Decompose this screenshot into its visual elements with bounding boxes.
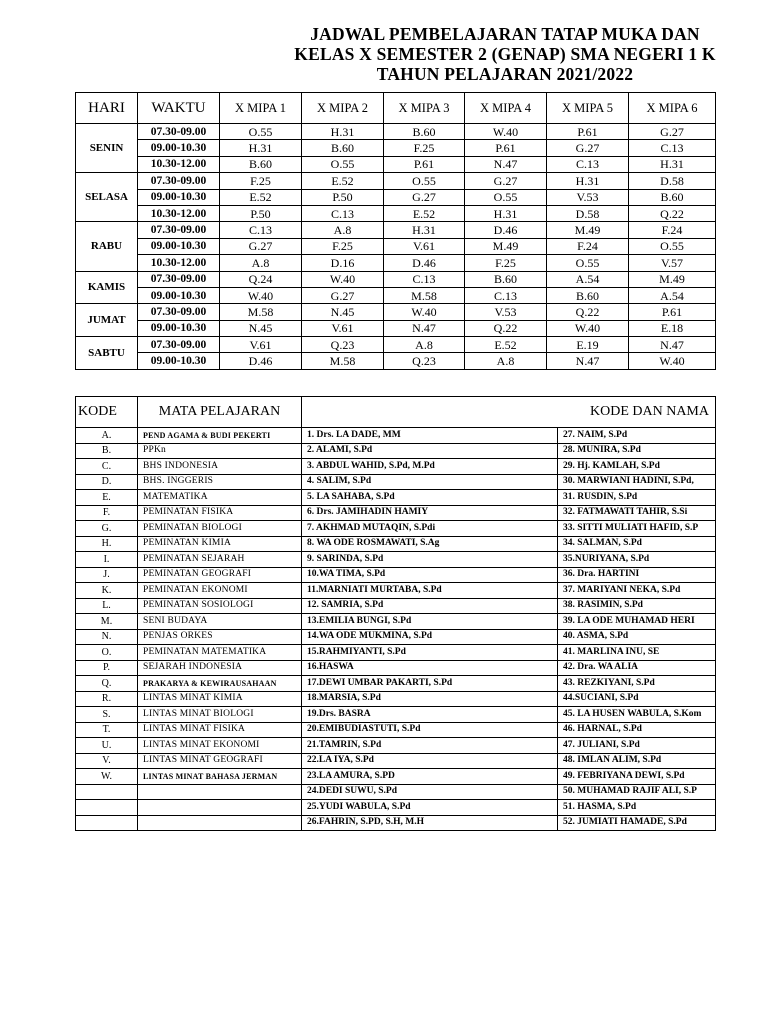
- legend-teacher: 31. RUSDIN, S.Pd: [558, 490, 716, 506]
- legend-subject: [138, 784, 302, 800]
- header-class: X MIPA 6: [629, 93, 716, 124]
- lesson-cell: Q.22: [465, 320, 547, 336]
- lesson-cell: W.40: [302, 271, 384, 287]
- lesson-cell: V.53: [547, 189, 629, 205]
- lesson-cell: D.46: [384, 255, 465, 271]
- lesson-cell: E.52: [220, 189, 302, 205]
- legend-row: [76, 753, 716, 769]
- legend-code: K.: [76, 583, 138, 599]
- legend-teacher: 30. MARWIANI HADINI, S.Pd,: [558, 474, 716, 490]
- time-cell: 09.00-10.30: [138, 140, 220, 156]
- legend-teacher: 49. FEBRIYANA DEWI, S.Pd: [558, 769, 716, 785]
- schedule-row: [76, 173, 716, 189]
- lesson-cell: P.61: [384, 156, 465, 172]
- time-cell: 09.00-10.30: [138, 238, 220, 254]
- lesson-cell: C.13: [547, 156, 629, 172]
- legend-teacher: 29. Hj. KAMLAH, S.Pd: [558, 459, 716, 475]
- legend-teacher: 46. HARNAL, S.Pd: [558, 722, 716, 738]
- lesson-cell: B.60: [220, 156, 302, 172]
- lesson-cell: C.13: [220, 222, 302, 238]
- lesson-cell: B.60: [384, 124, 465, 140]
- lesson-cell: F.25: [220, 173, 302, 189]
- header-class: X MIPA 2: [302, 93, 384, 124]
- legend-row: [76, 443, 716, 459]
- time-cell: 07.30-09.00: [138, 222, 220, 238]
- lesson-cell: V.61: [302, 320, 384, 336]
- legend-table: [75, 396, 716, 831]
- lesson-cell: O.55: [465, 189, 547, 205]
- lesson-cell: A.54: [547, 271, 629, 287]
- legend-code: B.: [76, 443, 138, 459]
- lesson-cell: G.27: [547, 140, 629, 156]
- legend-subject: MATEMATIKA: [138, 490, 302, 506]
- lesson-cell: W.40: [629, 353, 716, 369]
- legend-teacher: 25.YUDI WABULA, S.Pd: [302, 800, 558, 816]
- legend-code: V.: [76, 753, 138, 769]
- schedule-row: [76, 140, 716, 156]
- lesson-cell: F.24: [547, 238, 629, 254]
- legend-code: Q.: [76, 676, 138, 692]
- legend-teacher: 8. WA ODE ROSMAWATI, S.Ag: [302, 536, 558, 552]
- schedule-row: [76, 238, 716, 254]
- legend-subject: PEMINATAN BIOLOGI: [138, 521, 302, 537]
- legend-row: [76, 459, 716, 475]
- legend-row: [76, 815, 716, 831]
- legend-teacher: 50. MUHAMAD RAJIF ALI, S.P: [558, 784, 716, 800]
- schedule-table: [75, 92, 716, 370]
- lesson-cell: Q.22: [547, 304, 629, 320]
- legend-subject: PEMINATAN KIMIA: [138, 536, 302, 552]
- legend-code: S.: [76, 707, 138, 723]
- legend-code: C.: [76, 459, 138, 475]
- header-class: X MIPA 3: [384, 93, 465, 124]
- legend-teacher: 45. LA HUSEN WABULA, S.Kom: [558, 707, 716, 723]
- legend-row: [76, 784, 716, 800]
- schedule-row: [76, 320, 716, 336]
- schedule-header-row: [76, 93, 716, 124]
- legend-row: [76, 645, 716, 661]
- legend-row: [76, 629, 716, 645]
- schedule-row: [76, 304, 716, 320]
- legend-code: G.: [76, 521, 138, 537]
- legend-subject: LINTAS MINAT FISIKA: [138, 722, 302, 738]
- legend-teacher: 52. JUMIATI HAMADE, S.Pd: [558, 815, 716, 831]
- day-cell: RABU: [76, 222, 138, 271]
- lesson-cell: P.50: [302, 189, 384, 205]
- legend-teacher: 24.DEDI SUWU, S.Pd: [302, 784, 558, 800]
- legend-row: [76, 707, 716, 723]
- legend-teacher: 51. HASMA, S.Pd: [558, 800, 716, 816]
- legend-code: A.: [76, 428, 138, 444]
- lesson-cell: H.31: [220, 140, 302, 156]
- lesson-cell: E.52: [384, 205, 465, 221]
- legend-row: [76, 691, 716, 707]
- legend-row: [76, 660, 716, 676]
- schedule-row: [76, 222, 716, 238]
- legend-teacher: 4. SALIM, S.Pd: [302, 474, 558, 490]
- legend-row: [76, 800, 716, 816]
- lesson-cell: W.40: [465, 124, 547, 140]
- legend-teacher: 38. RASIMIN, S.Pd: [558, 598, 716, 614]
- lesson-cell: A.8: [384, 337, 465, 353]
- legend-teacher: 12. SAMRIA, S.Pd: [302, 598, 558, 614]
- legend-code: P.: [76, 660, 138, 676]
- legend-teacher: 11.MARNIATI MURTABA, S.Pd: [302, 583, 558, 599]
- legend-subject: PEMINATAN EKONOMI: [138, 583, 302, 599]
- legend-teacher: 10.WA TIMA, S.Pd: [302, 567, 558, 583]
- legend-subject: LINTAS MINAT GEOGRAFI: [138, 753, 302, 769]
- legend-row: [76, 490, 716, 506]
- lesson-cell: M.58: [384, 287, 465, 303]
- schedule-row: [76, 353, 716, 369]
- legend-row: [76, 567, 716, 583]
- lesson-cell: H.31: [629, 156, 716, 172]
- schedule-row: [76, 156, 716, 172]
- time-cell: 07.30-09.00: [138, 304, 220, 320]
- legend-teacher: 32. FATMAWATI TAHIR, S.Si: [558, 505, 716, 521]
- legend-code: T.: [76, 722, 138, 738]
- legend-header-mapel: MATA PELAJARAN: [138, 397, 302, 428]
- lesson-cell: D.16: [302, 255, 384, 271]
- legend-teacher: 44.SUCIANI, S.Pd: [558, 691, 716, 707]
- legend-teacher: 37. MARIYANI NEKA, S.Pd: [558, 583, 716, 599]
- day-cell: KAMIS: [76, 271, 138, 304]
- legend-teacher: 21.TAMRIN, S.Pd: [302, 738, 558, 754]
- time-cell: 09.00-10.30: [138, 320, 220, 336]
- lesson-cell: O.55: [384, 173, 465, 189]
- legend-code: E.: [76, 490, 138, 506]
- lesson-cell: G.27: [465, 173, 547, 189]
- legend-teacher: 40. ASMA, S.Pd: [558, 629, 716, 645]
- lesson-cell: P.50: [220, 205, 302, 221]
- schedule-row: [76, 271, 716, 287]
- legend-subject: LINTAS MINAT EKONOMI: [138, 738, 302, 754]
- lesson-cell: N.45: [302, 304, 384, 320]
- legend-code: O.: [76, 645, 138, 661]
- legend-teacher: 42. Dra. WA ALIA: [558, 660, 716, 676]
- lesson-cell: C.13: [302, 205, 384, 221]
- lesson-cell: C.13: [629, 140, 716, 156]
- legend-teacher: 18.MARSIA, S.Pd: [302, 691, 558, 707]
- lesson-cell: O.55: [547, 255, 629, 271]
- lesson-cell: E.18: [629, 320, 716, 336]
- legend-header-guru: KODE DAN NAMA: [302, 397, 716, 428]
- lesson-cell: O.55: [629, 238, 716, 254]
- legend-code: [76, 815, 138, 831]
- legend-teacher: 20.EMIBUDIASTUTI, S.Pd: [302, 722, 558, 738]
- day-cell: JUMAT: [76, 304, 138, 337]
- time-cell: 09.00-10.30: [138, 353, 220, 369]
- schedule-row: [76, 189, 716, 205]
- legend-row: [76, 614, 716, 630]
- lesson-cell: A.8: [220, 255, 302, 271]
- legend-teacher: 43. REZKIYANI, S.Pd: [558, 676, 716, 692]
- lesson-cell: N.47: [384, 320, 465, 336]
- legend-teacher: 1. Drs. LA DADE, MM: [302, 428, 558, 444]
- legend-row: [76, 583, 716, 599]
- lesson-cell: W.40: [220, 287, 302, 303]
- lesson-cell: Q.23: [384, 353, 465, 369]
- lesson-cell: F.24: [629, 222, 716, 238]
- title-line-3: TAHUN PELAJARAN 2021/2022: [376, 64, 634, 84]
- legend-teacher: 13.EMILIA BUNGI, S.Pd: [302, 614, 558, 630]
- legend-subject: BHS. INGGERIS: [138, 474, 302, 490]
- legend-teacher: 15.RAHMIYANTI, S.Pd: [302, 645, 558, 661]
- lesson-cell: C.13: [465, 287, 547, 303]
- lesson-cell: O.55: [220, 124, 302, 140]
- time-cell: 07.30-09.00: [138, 337, 220, 353]
- legend-teacher: 9. SARINDA, S.Pd: [302, 552, 558, 568]
- lesson-cell: O.55: [302, 156, 384, 172]
- time-cell: 09.00-10.30: [138, 287, 220, 303]
- lesson-cell: A.54: [629, 287, 716, 303]
- legend-subject: PEMINATAN MATEMATIKA: [138, 645, 302, 661]
- header-hari: HARI: [76, 93, 138, 124]
- time-cell: 07.30-09.00: [138, 173, 220, 189]
- day-cell: SABTU: [76, 337, 138, 370]
- lesson-cell: G.27: [384, 189, 465, 205]
- lesson-cell: N.45: [220, 320, 302, 336]
- schedule-row: [76, 337, 716, 353]
- lesson-cell: N.47: [547, 353, 629, 369]
- legend-row: [76, 428, 716, 444]
- lesson-cell: F.25: [384, 140, 465, 156]
- legend-code: [76, 784, 138, 800]
- legend-teacher: 2. ALAMI, S.Pd: [302, 443, 558, 459]
- legend-teacher: 39. LA ODE MUHAMAD HERI: [558, 614, 716, 630]
- lesson-cell: H.31: [384, 222, 465, 238]
- lesson-cell: C.13: [384, 271, 465, 287]
- time-cell: 07.30-09.00: [138, 271, 220, 287]
- lesson-cell: G.27: [302, 287, 384, 303]
- legend-teacher: 27. NAIM, S.Pd: [558, 428, 716, 444]
- legend-subject: PPKn: [138, 443, 302, 459]
- legend-subject: BHS INDONESIA: [138, 459, 302, 475]
- header-class: X MIPA 5: [547, 93, 629, 124]
- day-cell: SENIN: [76, 124, 138, 173]
- legend-code: L.: [76, 598, 138, 614]
- lesson-cell: M.58: [302, 353, 384, 369]
- legend-subject: PEMINATAN SEJARAH: [138, 552, 302, 568]
- legend-teacher: 28. MUNIRA, S.Pd: [558, 443, 716, 459]
- legend-teacher: 19.Drs. BASRA: [302, 707, 558, 723]
- legend-subject: [138, 815, 302, 831]
- lesson-cell: H.31: [547, 173, 629, 189]
- legend-code: F.: [76, 505, 138, 521]
- legend-teacher: 34. SALMAN, S.Pd: [558, 536, 716, 552]
- schedule-row: [76, 255, 716, 271]
- legend-row: [76, 738, 716, 754]
- legend-code: H.: [76, 536, 138, 552]
- legend-teacher: 36. Dra. HARTINI: [558, 567, 716, 583]
- legend-teacher: 35.NURIYANA, S.Pd: [558, 552, 716, 568]
- lesson-cell: A.8: [465, 353, 547, 369]
- legend-row: [76, 676, 716, 692]
- legend-code: U.: [76, 738, 138, 754]
- legend-teacher: 17.DEWI UMBAR PAKARTI, S.Pd: [302, 676, 558, 692]
- legend-code: [76, 800, 138, 816]
- time-cell: 09.00-10.30: [138, 189, 220, 205]
- legend-teacher: 16.HASWA: [302, 660, 558, 676]
- legend-header-row: [76, 397, 716, 428]
- lesson-cell: P.61: [547, 124, 629, 140]
- lesson-cell: A.8: [302, 222, 384, 238]
- legend-code: W.: [76, 769, 138, 785]
- lesson-cell: P.61: [465, 140, 547, 156]
- lesson-cell: F.25: [302, 238, 384, 254]
- lesson-cell: E.52: [465, 337, 547, 353]
- lesson-cell: V.61: [220, 337, 302, 353]
- legend-row: [76, 505, 716, 521]
- legend-teacher: 3. ABDUL WAHID, S.Pd, M.Pd: [302, 459, 558, 475]
- legend-row: [76, 536, 716, 552]
- day-cell: SELASA: [76, 173, 138, 222]
- lesson-cell: E.19: [547, 337, 629, 353]
- lesson-cell: B.60: [302, 140, 384, 156]
- lesson-cell: Q.23: [302, 337, 384, 353]
- title-line-2: KELAS X SEMESTER 2 (GENAP) SMA NEGERI 1 K: [294, 44, 716, 64]
- lesson-cell: F.25: [465, 255, 547, 271]
- legend-code: M.: [76, 614, 138, 630]
- lesson-cell: M.49: [465, 238, 547, 254]
- legend-teacher: 26.FAHRIN, S.PD, S.H, M.H: [302, 815, 558, 831]
- header-class: X MIPA 4: [465, 93, 547, 124]
- schedule-row: [76, 287, 716, 303]
- lesson-cell: B.60: [547, 287, 629, 303]
- legend-teacher: 33. SITTI MULIATI HAFID, S.P: [558, 521, 716, 537]
- lesson-cell: N.47: [629, 337, 716, 353]
- lesson-cell: V.57: [629, 255, 716, 271]
- legend-row: [76, 521, 716, 537]
- legend-subject: PEND AGAMA & BUDI PEKERTI: [138, 428, 302, 444]
- legend-subject: PEMINATAN SOSIOLOGI: [138, 598, 302, 614]
- legend-subject: SEJARAH INDONESIA: [138, 660, 302, 676]
- legend-teacher: 14.WA ODE MUKMINA, S.Pd: [302, 629, 558, 645]
- lesson-cell: E.52: [302, 173, 384, 189]
- legend-subject: LINTAS MINAT KIMIA: [138, 691, 302, 707]
- lesson-cell: H.31: [302, 124, 384, 140]
- schedule-row: [76, 124, 716, 140]
- time-cell: 10.30-12.00: [138, 205, 220, 221]
- legend-teacher: 47. JULIANI, S.Pd: [558, 738, 716, 754]
- schedule-row: [76, 205, 716, 221]
- lesson-cell: G.27: [220, 238, 302, 254]
- lesson-cell: D.46: [220, 353, 302, 369]
- lesson-cell: Q.24: [220, 271, 302, 287]
- lesson-cell: B.60: [629, 189, 716, 205]
- lesson-cell: M.49: [547, 222, 629, 238]
- legend-teacher: 7. AKHMAD MUTAQIN, S.Pdi: [302, 521, 558, 537]
- legend-row: [76, 769, 716, 785]
- lesson-cell: M.58: [220, 304, 302, 320]
- time-cell: 07.30-09.00: [138, 124, 220, 140]
- legend-code: N.: [76, 629, 138, 645]
- lesson-cell: P.61: [629, 304, 716, 320]
- legend-code: R.: [76, 691, 138, 707]
- legend-teacher: 22.LA IYA, S.Pd: [302, 753, 558, 769]
- lesson-cell: W.40: [384, 304, 465, 320]
- lesson-cell: B.60: [465, 271, 547, 287]
- time-cell: 10.30-12.00: [138, 255, 220, 271]
- legend-subject: SENI BUDAYA: [138, 614, 302, 630]
- legend-subject: PRAKARYA & KEWIRAUSAHAAN: [138, 676, 302, 692]
- legend-subject: [138, 800, 302, 816]
- lesson-cell: Q.22: [629, 205, 716, 221]
- lesson-cell: V.53: [465, 304, 547, 320]
- header-waktu: WAKTU: [138, 93, 220, 124]
- legend-teacher: 6. Drs. JAMIHADIN HAMIY: [302, 505, 558, 521]
- legend-code: I.: [76, 552, 138, 568]
- legend-teacher: 23.LA AMURA, S.PD: [302, 769, 558, 785]
- time-cell: 10.30-12.00: [138, 156, 220, 172]
- legend-row: [76, 552, 716, 568]
- header-class: X MIPA 1: [220, 93, 302, 124]
- legend-code: J.: [76, 567, 138, 583]
- legend-code: D.: [76, 474, 138, 490]
- legend-subject: PEMINATAN FISIKA: [138, 505, 302, 521]
- lesson-cell: D.58: [547, 205, 629, 221]
- lesson-cell: V.61: [384, 238, 465, 254]
- legend-subject: PENJAS ORKES: [138, 629, 302, 645]
- legend-teacher: 48. IMLAN ALIM, S.Pd: [558, 753, 716, 769]
- lesson-cell: M.49: [629, 271, 716, 287]
- lesson-cell: D.58: [629, 173, 716, 189]
- lesson-cell: W.40: [547, 320, 629, 336]
- legend-teacher: 5. LA SAHABA, S.Pd: [302, 490, 558, 506]
- lesson-cell: H.31: [465, 205, 547, 221]
- legend-row: [76, 722, 716, 738]
- legend-subject: LINTAS MINAT BAHASA JERMAN: [138, 769, 302, 785]
- title-line-1: JADWAL PEMBELAJARAN TATAP MUKA DAN: [310, 24, 700, 44]
- legend-subject: LINTAS MINAT BIOLOGI: [138, 707, 302, 723]
- lesson-cell: N.47: [465, 156, 547, 172]
- legend-header-kode: KODE: [76, 397, 138, 428]
- legend-row: [76, 598, 716, 614]
- lesson-cell: G.27: [629, 124, 716, 140]
- legend-subject: PEMINATAN GEOGRAFI: [138, 567, 302, 583]
- legend-teacher: 41. MARLINA INU, SE: [558, 645, 716, 661]
- lesson-cell: D.46: [465, 222, 547, 238]
- legend-row: [76, 474, 716, 490]
